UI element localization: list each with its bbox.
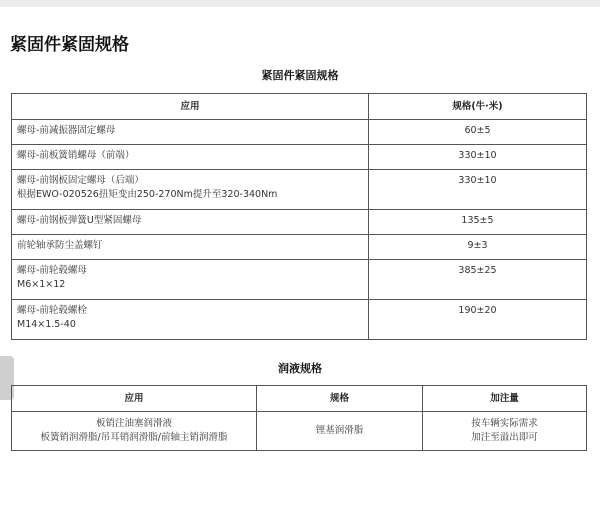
cell-spec: 330±10 [369,170,587,210]
cell-application [12,210,369,235]
cell-text-line: 螺母-前钢板固定螺母（后端） [17,175,144,186]
cell-spec: 9±3 [369,235,587,260]
lube-table-title: 润液规格 [278,362,322,375]
torque-spec-table [11,93,587,340]
cell-application [12,145,369,170]
cell-application [12,235,369,260]
table-row [12,260,587,300]
cell-text-line: 板销注油塞润滑液 [95,418,172,429]
cell-application [12,170,369,210]
cell-spec: 330±10 [369,145,587,170]
cell-text-line: 加注至溢出即可 [471,432,538,443]
cell-application [12,300,369,340]
cell-application [12,412,257,451]
table-row [12,235,587,260]
cell-text-line: 螺母-前轮毂螺母 [17,265,87,276]
cell-text-line: 前轮轴承防尘盖螺钉 [17,240,103,251]
column-header-spec: 规格 [257,386,423,412]
table-row [12,210,587,235]
table-row [12,300,587,340]
cell-text-line: M14×1.5-40 [17,319,76,330]
table-row [12,120,587,145]
cell-text-line: M6×1×12 [17,279,66,290]
cell-text-line: 螺母-前钢板弹簧U型紧固螺母 [17,215,142,226]
browser-top-bar [0,0,600,7]
cell-text-line: 螺母-前减振器固定螺母 [17,125,116,136]
torque-table-title: 紧固件紧固规格 [261,69,339,82]
table-header-row [12,94,587,120]
cell-spec [257,412,423,451]
column-header-spec: 规格(牛·米) [369,94,587,120]
lubricant-spec-table [11,385,587,451]
cell-text-line: 板簧销润滑脂/吊耳销润滑脂/前轴主销润滑脂 [40,432,228,443]
cell-spec: 385±25 [369,260,587,300]
cell-text-line: 螺母-前轮毂螺栓 [17,305,87,316]
cell-application [12,260,369,300]
column-header-quantity: 加注量 [423,386,587,412]
cell-text-line: 按车辆实际需求 [471,418,538,429]
cell-text-line: 锂基润滑脂 [315,425,364,436]
column-header-application: 应用 [12,94,369,120]
cell-quantity [423,412,587,451]
cell-spec: 190±20 [369,300,587,340]
cell-spec: 60±5 [369,120,587,145]
table-row [12,145,587,170]
cell-text-line: 根据EWO-020526扭矩变由250-270Nm提升至320-340Nm [17,189,278,200]
cell-text-line: 螺母-前板簧销螺母（前端） [17,150,135,161]
cell-application [12,120,369,145]
page-title: 紧固件紧固规格 [10,35,129,55]
table-header-row [12,386,587,412]
column-header-application: 应用 [12,386,257,412]
cell-spec: 135±5 [369,210,587,235]
table-row [12,170,587,210]
table-row [12,412,587,451]
